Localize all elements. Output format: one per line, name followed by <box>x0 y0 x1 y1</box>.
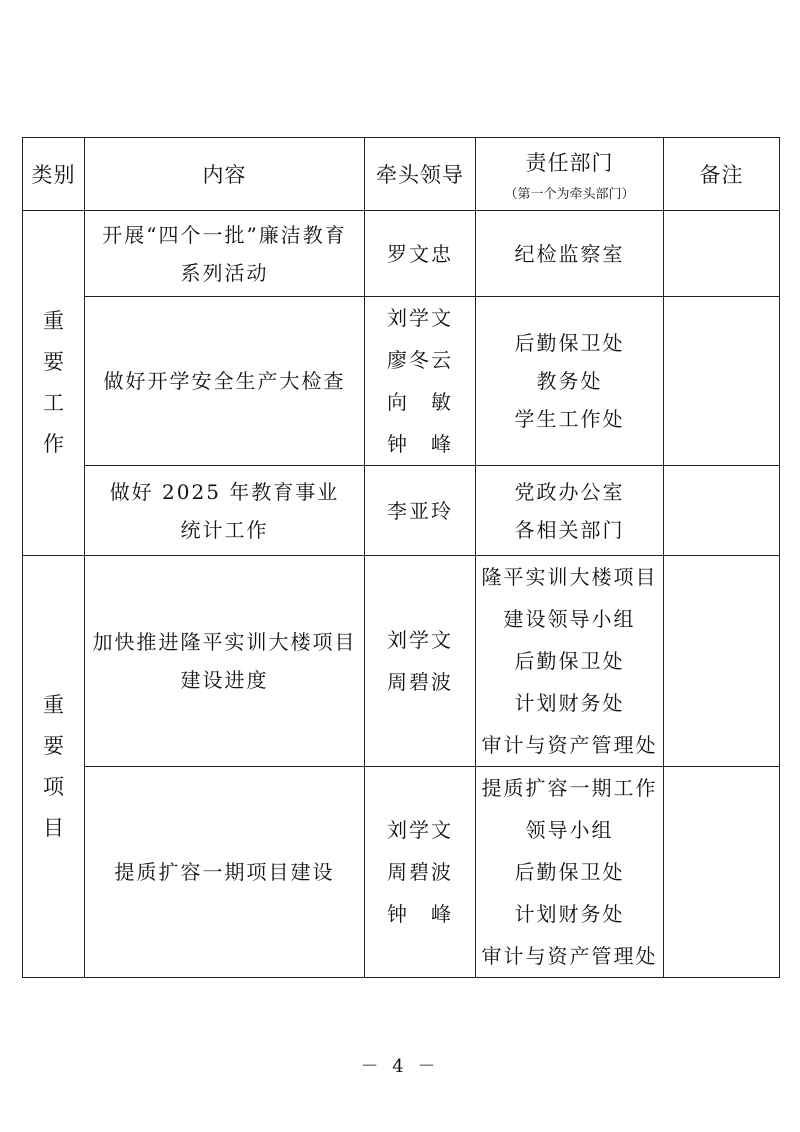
header-dept-title: 责任部门 <box>525 150 614 175</box>
remark-cell <box>664 211 780 297</box>
dept-cell: 提质扩容一期工作 领导小组 后勤保卫处 计划财务处 审计与资产管理处 <box>476 767 664 978</box>
remark-cell <box>664 297 780 466</box>
table-row <box>23 767 780 978</box>
header-category: 类别 <box>23 138 85 211</box>
lead-cell: 刘学文 廖冬云 向 敏 钟 峰 <box>365 297 476 466</box>
header-row <box>23 138 780 211</box>
content-cell: 提质扩容一期项目建设 <box>85 767 365 978</box>
content-cell: 做好开学安全生产大检查 <box>85 297 365 466</box>
dept-cell: 隆平实训大楼项目 建设领导小组 后勤保卫处 计划财务处 审计与资产管理处 <box>476 556 664 767</box>
table-row <box>23 211 780 297</box>
header-dept-note: （第一个为牵头部门） <box>504 186 635 202</box>
work-plan-table <box>22 137 780 978</box>
remark-cell <box>664 556 780 767</box>
content-cell: 做好 2025 年教育事业 统计工作 <box>85 466 365 556</box>
header-dept <box>476 138 664 211</box>
content-cell: 开展“四个一批”廉洁教育 系列活动 <box>85 211 365 297</box>
remark-cell <box>664 767 780 978</box>
header-content: 内容 <box>85 138 365 211</box>
header-lead: 牵头领导 <box>365 138 476 211</box>
dept-cell: 党政办公室 各相关部门 <box>476 466 664 556</box>
category-cell: 重 要 工 作 <box>23 211 85 556</box>
lead-cell: 罗文忠 <box>365 211 476 297</box>
remark-cell <box>664 466 780 556</box>
dept-cell: 纪检监察室 <box>476 211 664 297</box>
table-row <box>23 556 780 767</box>
lead-cell: 李亚玲 <box>365 466 476 556</box>
lead-cell: 刘学文 周碧波 钟 峰 <box>365 767 476 978</box>
table-row <box>23 297 780 466</box>
page-number: － 4 － <box>360 1056 440 1077</box>
header-remark: 备注 <box>664 138 780 211</box>
dept-cell: 后勤保卫处 教务处 学生工作处 <box>476 297 664 466</box>
lead-cell: 刘学文 周碧波 <box>365 556 476 767</box>
category-cell: 重 要 项 目 <box>23 556 85 978</box>
table-row <box>23 466 780 556</box>
content-cell: 加快推进隆平实训大楼项目 建设进度 <box>85 556 365 767</box>
